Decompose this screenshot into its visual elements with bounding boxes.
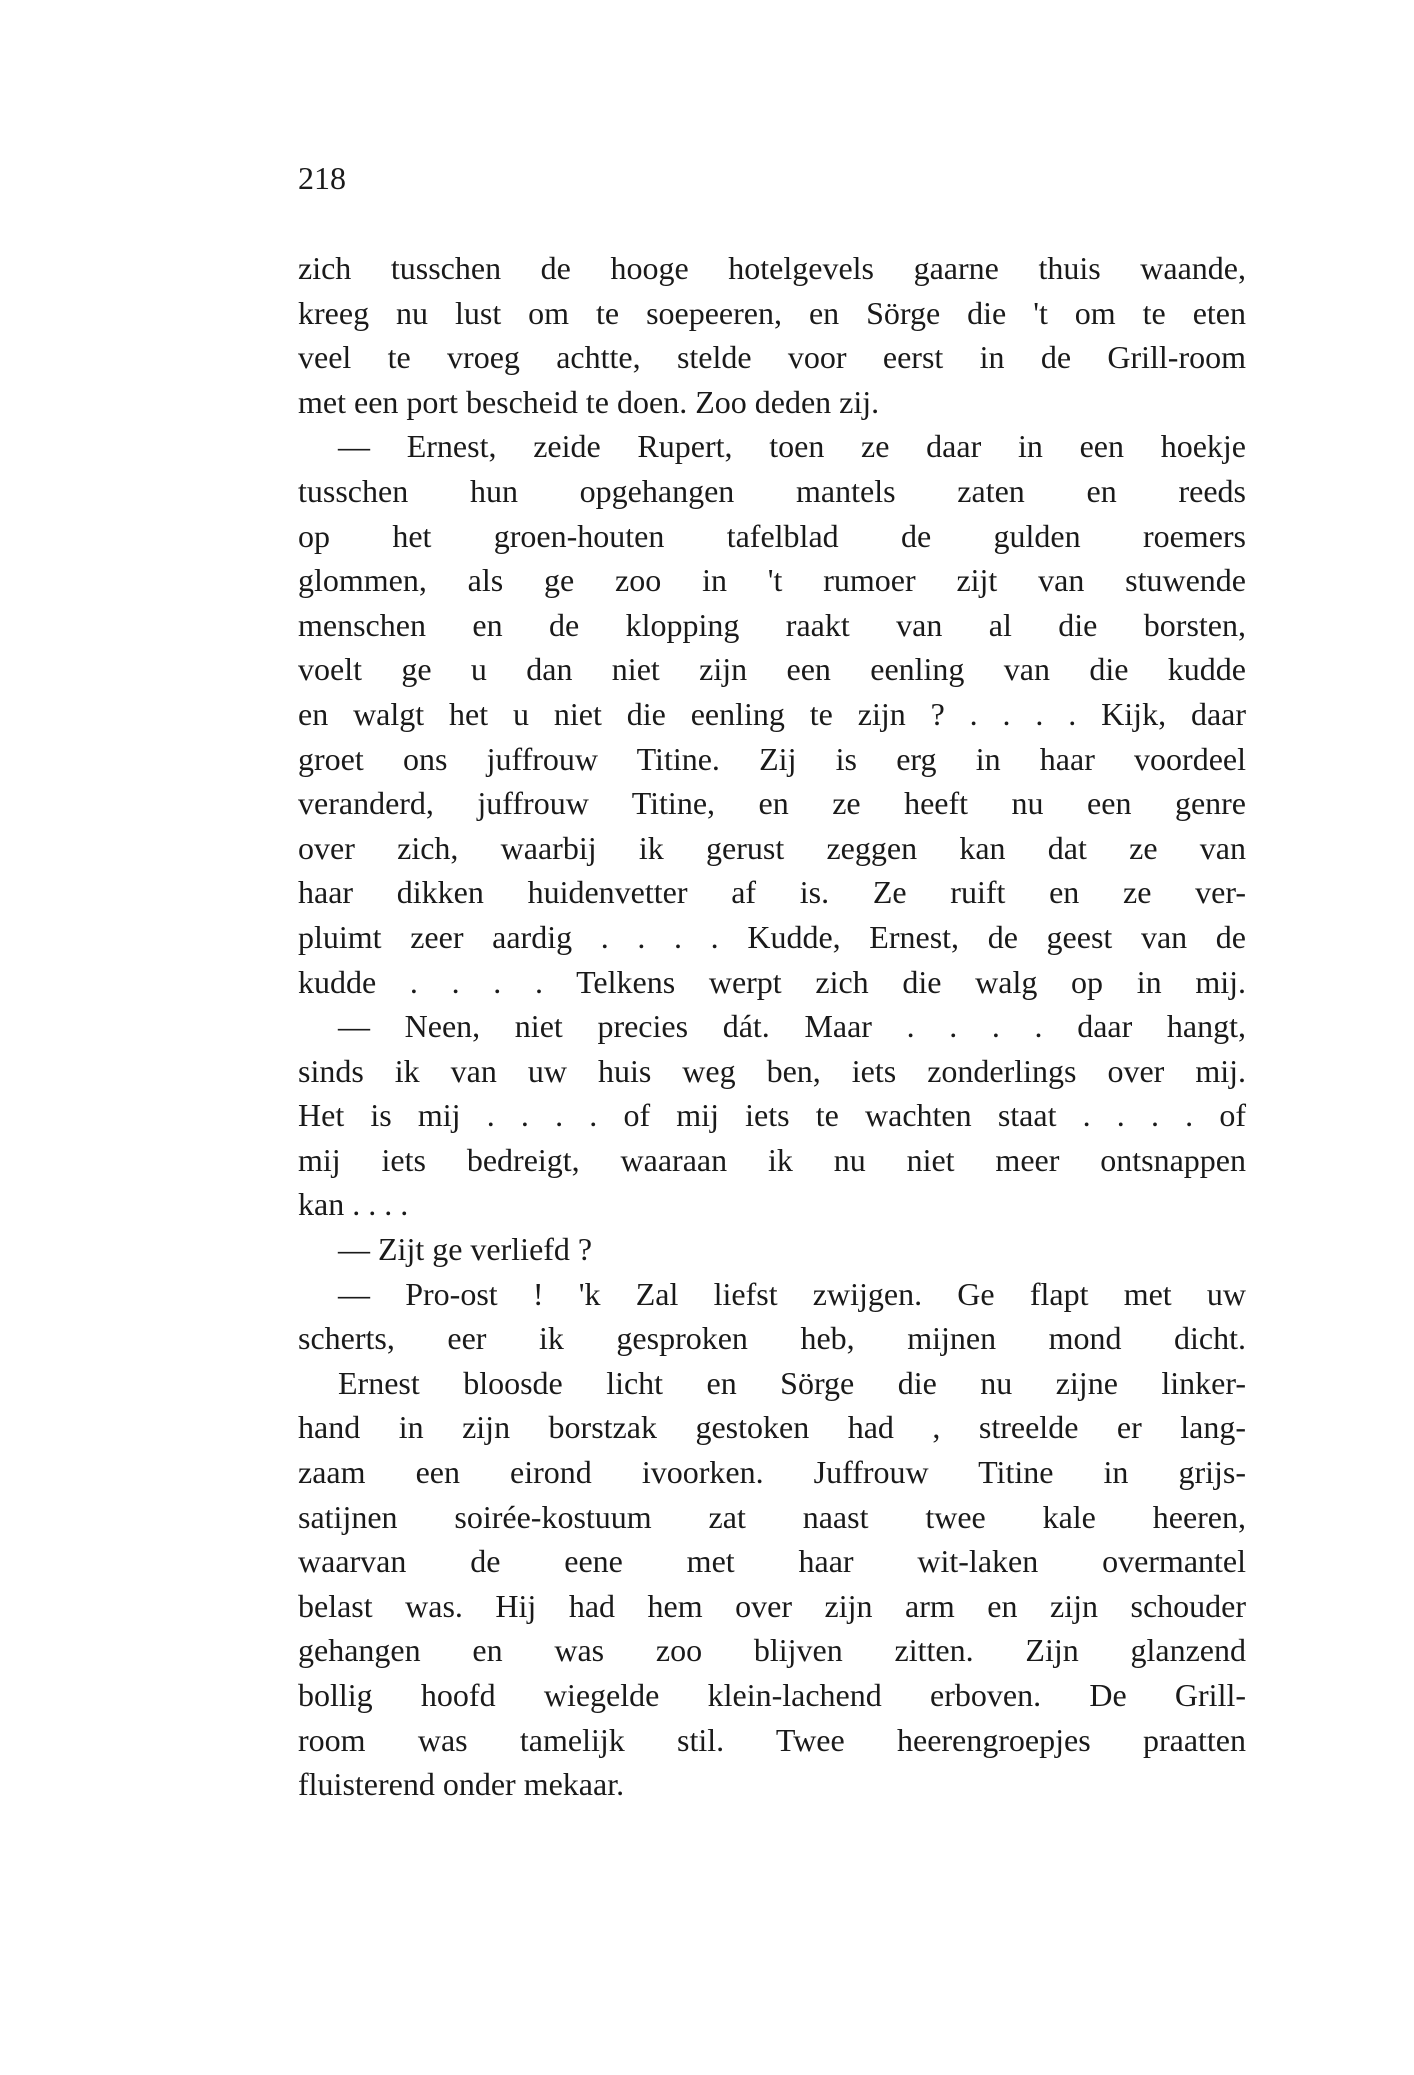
text-line: waarvan de eene met haar wit-laken overmantel <box>298 1543 1246 1580</box>
text-line: — Pro-ost ! 'k Zal liefst zwijgen. Ge flapt met uw <box>338 1275 1246 1312</box>
text-line: — Neen, niet precies dát. Maar . . . . daar hangt, <box>338 1008 1246 1045</box>
text-line: voelt ge u dan niet zijn een eenling van die kudde <box>298 651 1246 688</box>
body-text <box>298 246 1246 1807</box>
text-line: pluimt zeer aardig . . . . Kudde, Ernest, de geest van de <box>298 918 1246 955</box>
text-line: zich tusschen de hooge hotelgevels gaarne thuis waande, <box>298 250 1246 286</box>
text-line: veranderd, juffrouw Titine, en ze heeft nu een genre <box>298 785 1246 822</box>
text-line: tusschen hun opgehangen mantels zaten en reeds <box>298 472 1246 509</box>
text-line: kan . . . . <box>298 1186 409 1223</box>
text-line: hand in zijn borstzak gestoken had , streelde er lang- <box>298 1409 1246 1446</box>
text-line: zaam een eirond ivoorken. Juffrouw Titine in grijs- <box>298 1454 1246 1491</box>
text-line: — Ernest, zeide Rupert, toen ze daar in een hoekje <box>338 428 1246 465</box>
text-line: en walgt het u niet die eenling te zijn ? . . . . Kijk, daar <box>298 695 1246 732</box>
text-line: belast was. Hij had hem over zijn arm en zijn schouder <box>298 1587 1246 1624</box>
text-line: kudde . . . . Telkens werpt zich die walg op in mij. <box>298 963 1246 1000</box>
text-line: haar dikken huidenvetter af is. Ze ruift en ze ver- <box>298 874 1246 911</box>
text-line: mij iets bedreigt, waaraan ik nu niet meer ontsnappen <box>298 1141 1246 1178</box>
text-line: scherts, eer ik gesproken heb, mijnen mond dicht. <box>298 1320 1246 1357</box>
text-line: menschen en de klopping raakt van al die borsten, <box>298 606 1246 643</box>
text-line: satijnen soirée-kostuum zat naast twee kale heeren, <box>298 1498 1246 1535</box>
text-line: Het is mij . . . . of mij iets te wachten staat . . . . of <box>298 1097 1246 1134</box>
text-line: glommen, als ge zoo in 't rumoer zijt van stuwende <box>298 562 1246 599</box>
text-line: gehangen en was zoo blijven zitten. Zijn glanzend <box>298 1632 1246 1669</box>
text-line: met een port bescheid te doen. Zoo deden zij. <box>298 383 880 420</box>
text-line: sinds ik van uw huis weg ben, iets zonderlings over mij. <box>298 1052 1246 1089</box>
text-line: — Zijt ge verliefd ? <box>338 1231 593 1268</box>
text-line: groet ons juffrouw Titine. Zij is erg in haar voordeel <box>298 740 1246 777</box>
text-line: op het groen-houten tafelblad de gulden roemers <box>298 517 1246 554</box>
text-line: over zich, waarbij ik gerust zeggen kan dat ze van <box>298 829 1246 866</box>
text-line: Ernest bloosde licht en Sörge die nu zijne linker- <box>338 1364 1246 1401</box>
text-line: bollig hoofd wiegelde klein-lachend erboven. De Grill- <box>298 1677 1246 1713</box>
text-line: fluisterend onder mekaar. <box>298 1766 625 1803</box>
text-line: kreeg nu lust om te soepeeren, en Sörge die 't om te eten <box>298 294 1246 331</box>
page-number: 218 <box>298 160 346 196</box>
text-line: veel te vroeg achtte, stelde voor eerst in de Grill-room <box>298 339 1246 376</box>
text-line: room was tamelijk stil. Twee heerengroepjes praatten <box>298 1721 1246 1758</box>
